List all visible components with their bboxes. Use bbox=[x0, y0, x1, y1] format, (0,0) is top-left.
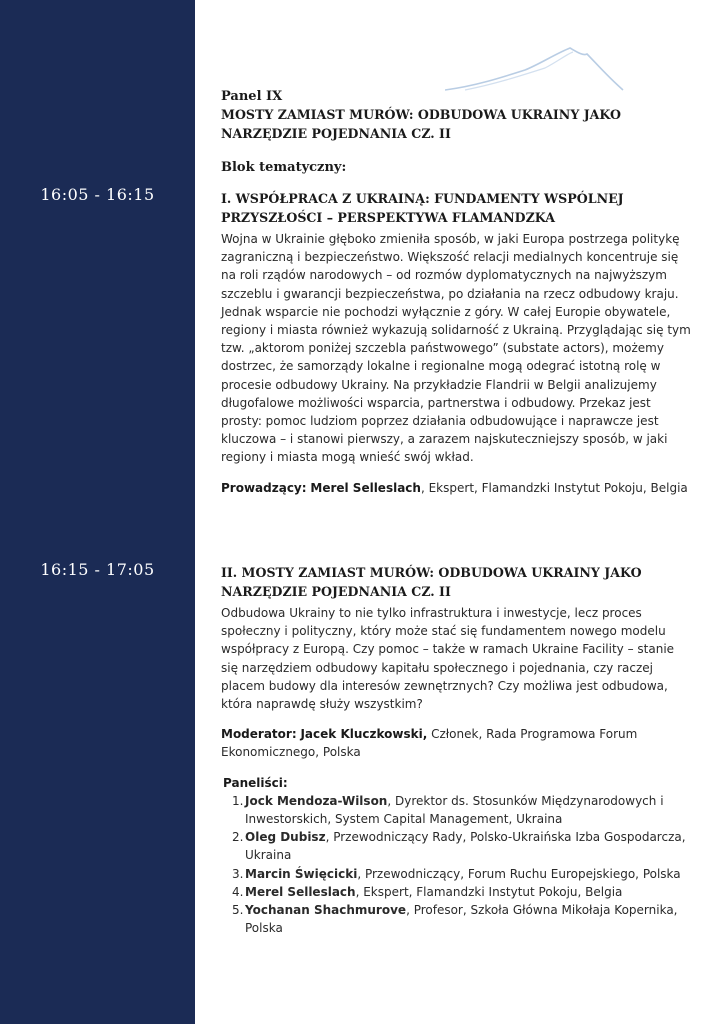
session-2 bbox=[221, 563, 691, 937]
panelist-name: Yochanan Shachmurove bbox=[245, 903, 407, 918]
list-item: 2. Oleg Dubisz, Przewodniczący Rady, Polsko-Ukraińska Izba Gospodarcza, Ukraina bbox=[232, 830, 686, 863]
block-label: Blok tematyczny: bbox=[221, 160, 347, 175]
session-1 bbox=[221, 189, 691, 497]
panelist-name: Merel Selleslach bbox=[245, 884, 356, 899]
panelist-desc: , Ekspert, Flamandzki Instytut Pokoju, Belgia bbox=[355, 884, 623, 899]
host-desc: , Ekspert, Flamandzki Instytut Pokoju, Belgia bbox=[420, 480, 688, 495]
host-role: Prowadzący: bbox=[221, 480, 307, 495]
session-description: Wojna w Ukrainie głęboko zmieniła sposób, w jaki Europa postrzega politykę zagraniczną i bezpieczeństwo. Większość relacji medialnych koncentruje się na roli rządów narodowych – od rozmów dyplomatycznych na najwyższym szczeblu i gwarancji bezpieczeństwa, po działania na rzecz odbudowy kraju. Jednak wsparcie nie pochodzi wyłącznie z góry. W całej Europie obywatele, regiony i miasta również wykazują solidarność z Ukrainą. Przyglądając się tym tzw. „aktorom poniżej szczebla państwowego” (substate actors), możemy dostrzec, że samorządy lokalne i regionalne mogą odegrać istotną rolę w procesie odbudowy Ukrainy. Na przykładzie Flandrii w Belgii analizujemy długofalowe możliwości wsparcia, partnerstwa i odbudowy. Przekaz jest prosty: pomoc ludziom poprzez działania odbudowujące i naprawcze jest kluczowa – i stanowi pierwszy, a zarazem najskuteczniejszy sposób, w jaki regiony i miasta mogą wnieść swój wkład. bbox=[221, 232, 691, 465]
host-name: Merel Selleslach bbox=[310, 480, 421, 495]
panelists-list bbox=[221, 792, 691, 938]
session-time: 16:05 - 16:15 bbox=[40, 185, 155, 204]
panelist-name: Jock Mendoza-Wilson bbox=[245, 793, 388, 808]
panelist-name: Oleg Dubisz bbox=[245, 830, 326, 845]
panel-title: MOSTY ZAMIAST MURÓW: ODBUDOWA UKRAINY JAKO NARZĘDZIE POJEDNANIA CZ. II bbox=[221, 107, 622, 141]
session-host bbox=[221, 479, 691, 497]
panelist-desc: , Przewodniczący Rady, Polsko-Ukraińska Izba Gospodarcza, Ukraina bbox=[245, 830, 686, 863]
session-description: Odbudowa Ukrainy to nie tylko infrastruktura i inwestycje, lecz proces społeczny i polityczny, który może stać się fundamentem nowego modelu współpracy z Europą. Czy pomoc – także w ramach Ukraine Facility – stanie się narzędziem odbudowy kapitału społecznego i pojednania, czy raczej placem budowy dla interesów zewnętrznych? Czy możliwa jest odbudowa, która naprawdę służy wszystkim? bbox=[221, 606, 675, 712]
list-item: 4. Merel Selleslach, Ekspert, Flamandzki Instytut Pokoju, Belgia bbox=[232, 884, 623, 899]
panelist-desc: , Profesor, Szkoła Główna Mikołaja Kopernika, Polska bbox=[245, 903, 678, 936]
panelist-desc: , Dyrektor ds. Stosunków Międzynarodowych i Inwestorskich, System Capital Management, Ukraina bbox=[245, 793, 664, 827]
panelists-label: Paneliści: bbox=[223, 775, 288, 790]
list-item: 3. Marcin Święcicki, Przewodniczący, Forum Ruchu Europejskiego, Polska bbox=[232, 866, 681, 881]
panel-header bbox=[221, 88, 691, 143]
list-item: 1. Jock Mendoza-Wilson, Dyrektor ds. Stosunków Międzynarodowych i Inwestorskich, System Capital Management, Ukraina bbox=[232, 793, 664, 827]
list-item: 5. Yochanan Shachmurove, Profesor, Szkoła Główna Mikołaja Kopernika, Polska bbox=[232, 903, 678, 936]
panelist-desc: , Przewodniczący, Forum Ruchu Europejskiego, Polska bbox=[357, 866, 681, 881]
session-time: 16:15 - 17:05 bbox=[40, 560, 155, 579]
session-title: I. WSPÓŁPRACA Z UKRAINĄ: FUNDAMENTY WSPÓLNEJ PRZYSZŁOŚCI – PERSPEKTYWA FLAMANDZKA bbox=[221, 191, 624, 225]
moderator-desc: Członek, Rada Programowa Forum Ekonomicznego, Polska bbox=[221, 727, 638, 760]
sidebar-band bbox=[0, 0, 195, 1024]
panel-label: Panel IX bbox=[221, 89, 283, 104]
panelist-name: Marcin Święcicki bbox=[245, 866, 358, 881]
moderator-role: Moderator: bbox=[221, 727, 297, 742]
moderator-name: Jacek Kluczkowski, bbox=[300, 727, 428, 742]
session-moderator bbox=[221, 725, 691, 761]
session-title: II. MOSTY ZAMIAST MURÓW: ODBUDOWA UKRAINY JAKO NARZĘDZIE POJEDNANIA CZ. II bbox=[221, 565, 642, 599]
